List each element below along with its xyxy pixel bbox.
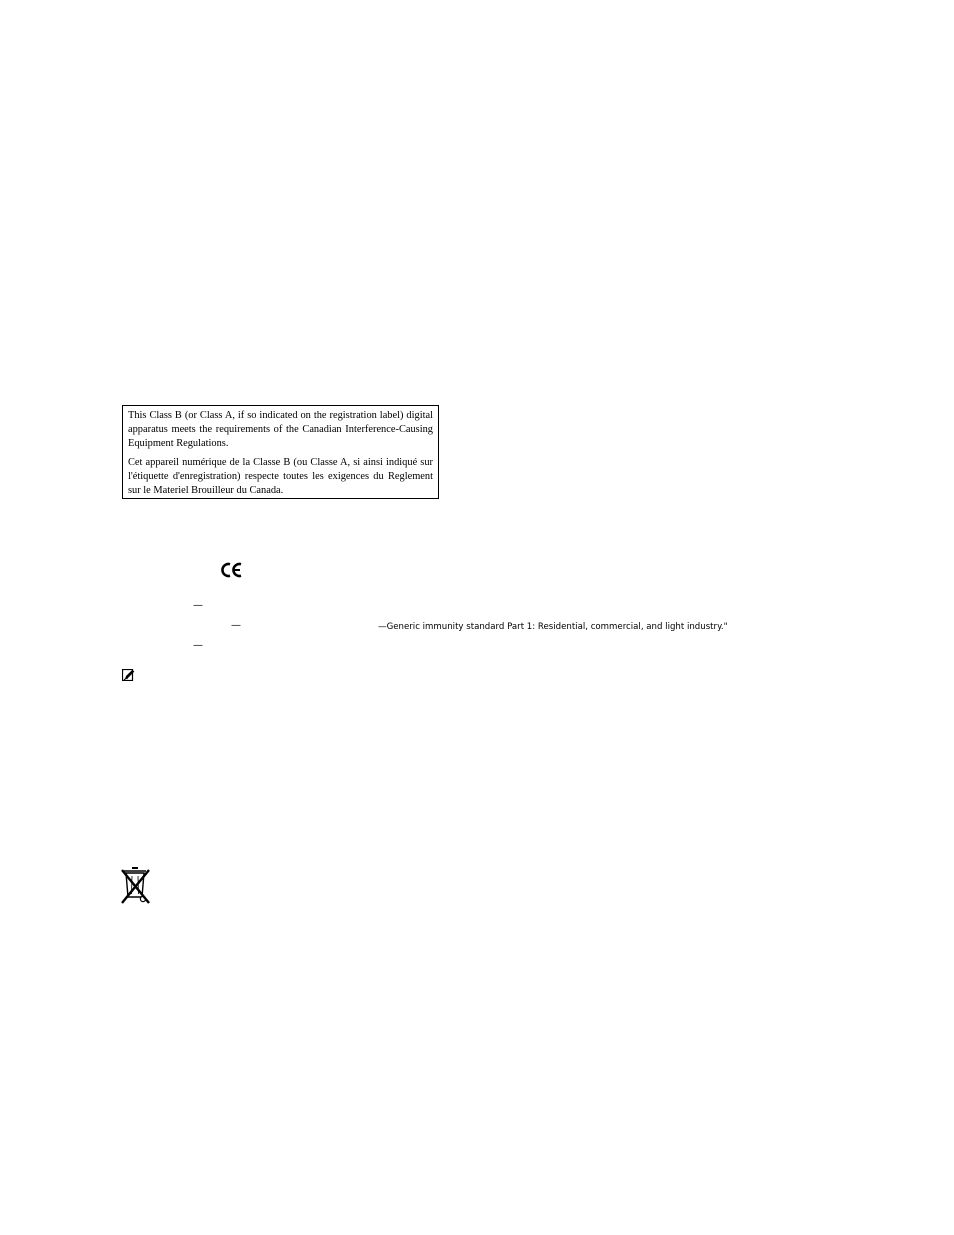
ce-mark-icon bbox=[221, 562, 243, 578]
note-pencil-icon bbox=[122, 669, 135, 681]
canada-notice-french: Cet appareil numérique de la Classe B (ou Classe A, si ainsi indiqué sur l'étiquette d'enregistration) respecte toutes les exigences du Reglement sur le Materiel Brouilleur du Canada. bbox=[128, 457, 433, 496]
crossed-out-wheeled-bin-icon bbox=[119, 866, 153, 906]
generic-immunity-standard: —Generic immunity standard Part 1: Residential, commercial, and light industry." bbox=[378, 622, 728, 632]
standard-dash-3: — bbox=[193, 640, 203, 651]
canada-compliance-notice bbox=[122, 405, 439, 499]
standard-dash-2: — bbox=[231, 620, 241, 631]
standard-dash-1: — bbox=[193, 600, 203, 611]
canada-notice-english: This Class B (or Class A, if so indicated on the registration label) digital apparatus meets the requirements of the Canadian Interference-Causing Equipment Regulations. bbox=[128, 410, 433, 449]
